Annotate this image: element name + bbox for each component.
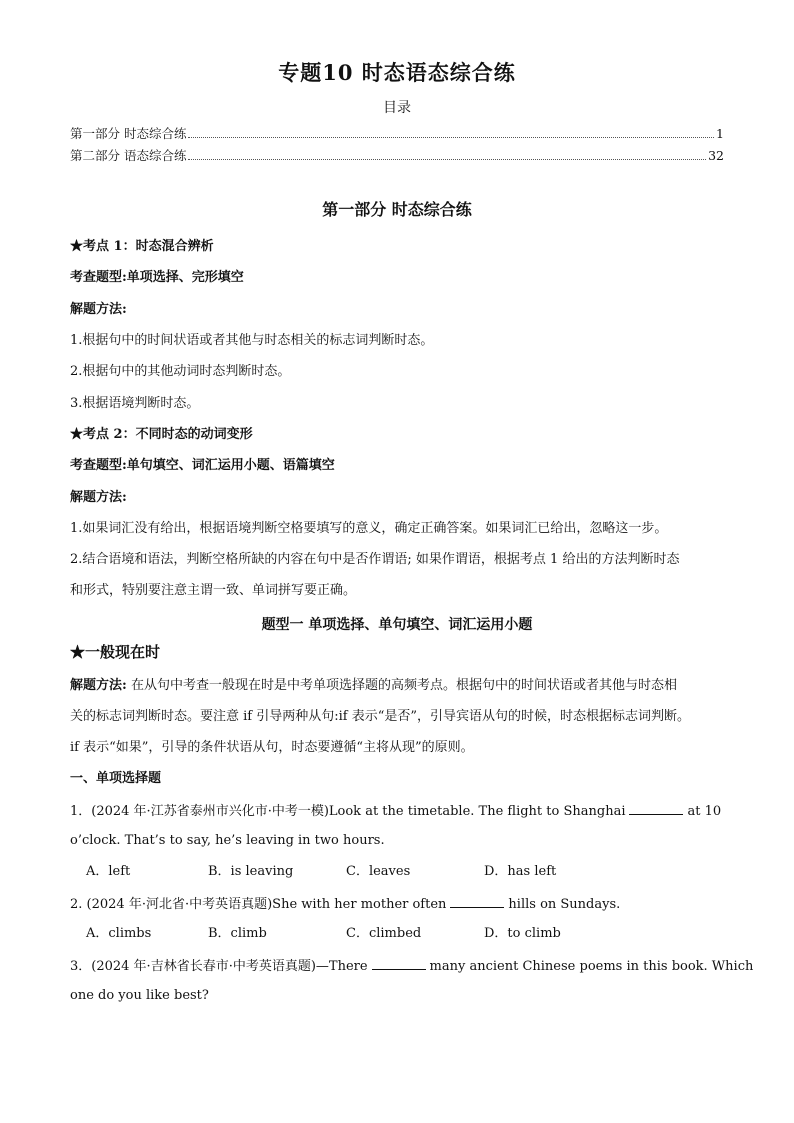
question-text: at 10 — [687, 804, 722, 819]
kp2-type: 考查题型:单句填空、词汇运用小题、语篇填空 — [70, 458, 335, 473]
question-text: o’clock. That’s to say, he’s leaving in two hours. — [70, 833, 385, 848]
option-c[interactable]: C．climbed — [346, 926, 422, 941]
question-type-title: 题型一 单项选择、单句填空、词汇运用小题 — [261, 617, 533, 633]
answer-blank[interactable] — [372, 957, 426, 970]
kp1-item: 3.根据语境判断时态。 — [70, 396, 200, 411]
section-title: 第一部分 时态综合练 — [322, 200, 472, 219]
question-1 — [70, 802, 726, 820]
toc-entry-label: 第一部分 时态综合练 — [70, 126, 187, 141]
answer-blank[interactable] — [450, 895, 504, 908]
question-text: 2. (2024 年·河北省·中考英语真题)She with her mother often — [70, 897, 447, 912]
question-text: 3．(2024 年·吉林省长春市·中考英语真题)—There — [70, 959, 368, 974]
kp1-type: 考查题型:单项选择、完形填空 — [70, 270, 244, 285]
tense-heading: ★一般现在时 — [70, 643, 161, 661]
toc-leader — [188, 136, 714, 138]
kp1-method-label: 解题方法: — [70, 302, 127, 317]
question-text: 1．(2024 年·江苏省泰州市兴化市·中考一模)Look at the timetable. The flight to Shanghai — [70, 804, 626, 819]
toc-entry[interactable] — [70, 124, 724, 142]
option-b[interactable]: B．is leaving — [208, 864, 294, 879]
toc-entry-page: 1 — [716, 126, 724, 141]
answer-blank[interactable] — [629, 802, 683, 815]
kp1-heading: ★考点 1：时态混合辨析 — [70, 239, 214, 254]
option-a[interactable]: A．climbs — [86, 926, 152, 941]
kp2-item: 和形式，特别要注意主谓一致、单词拼写要正确。 — [70, 583, 357, 598]
option-d[interactable]: D．has left — [484, 864, 557, 879]
method-paragraph — [70, 678, 726, 694]
kp2-heading: ★考点 2：不同时态的动词变形 — [70, 427, 253, 442]
question-3 — [70, 957, 754, 975]
kp2-item: 2.结合语境和语法，判断空格所缺的内容在句中是否作谓语; 如果作谓语，根据考点 1 给出的方法判断时态 — [70, 552, 680, 567]
question-text: one do you like best? — [70, 988, 209, 1003]
kp2-item: 1.如果词汇没有给出，根据语境判断空格要填写的意义，确定正确答案。如果词汇已给出，忽略这一步。 — [70, 521, 668, 536]
option-d[interactable]: D．to climb — [484, 926, 561, 941]
option-b[interactable]: B．climb — [208, 926, 267, 941]
kp1-item: 1.根据句中的时间状语或者其他与时态相关的标志词判断时态。 — [70, 333, 434, 348]
method-text: 在从句中考查一般现在时是中考单项选择题的高频考点。根据句中的时间状语或者其他与时态相 — [126, 678, 677, 693]
page-title: 专题10 时态语态综合练 — [278, 60, 516, 85]
question-2 — [70, 895, 726, 913]
toc-heading: 目录 — [383, 100, 411, 116]
toc-entry-label: 第二部分 语态综合练 — [70, 148, 187, 163]
question-text: many ancient Chinese poems in this book. Which — [429, 959, 754, 974]
kp2-method-label: 解题方法: — [70, 490, 127, 505]
toc-entry[interactable] — [70, 146, 724, 164]
method-label: 解题方法: — [70, 678, 127, 693]
method-text: if 表示“如果”，引导的条件状语从句，时态要遵循“主将从现”的原则。 — [70, 740, 474, 755]
option-a[interactable]: A．left — [86, 864, 131, 879]
toc-entry-page: 32 — [708, 148, 724, 163]
part-heading: 一、单项选择题 — [70, 771, 162, 786]
method-text: 关的标志词判断时态。要注意 if 引导两种从句:if 表示“是否”，引导宾语从句的时候，时态根据标志词判断。 — [70, 709, 691, 724]
option-c[interactable]: C．leaves — [346, 864, 411, 879]
question-text: hills on Sundays. — [508, 897, 621, 912]
toc-leader — [188, 158, 706, 160]
kp1-item: 2.根据句中的其他动词时态判断时态。 — [70, 364, 291, 379]
